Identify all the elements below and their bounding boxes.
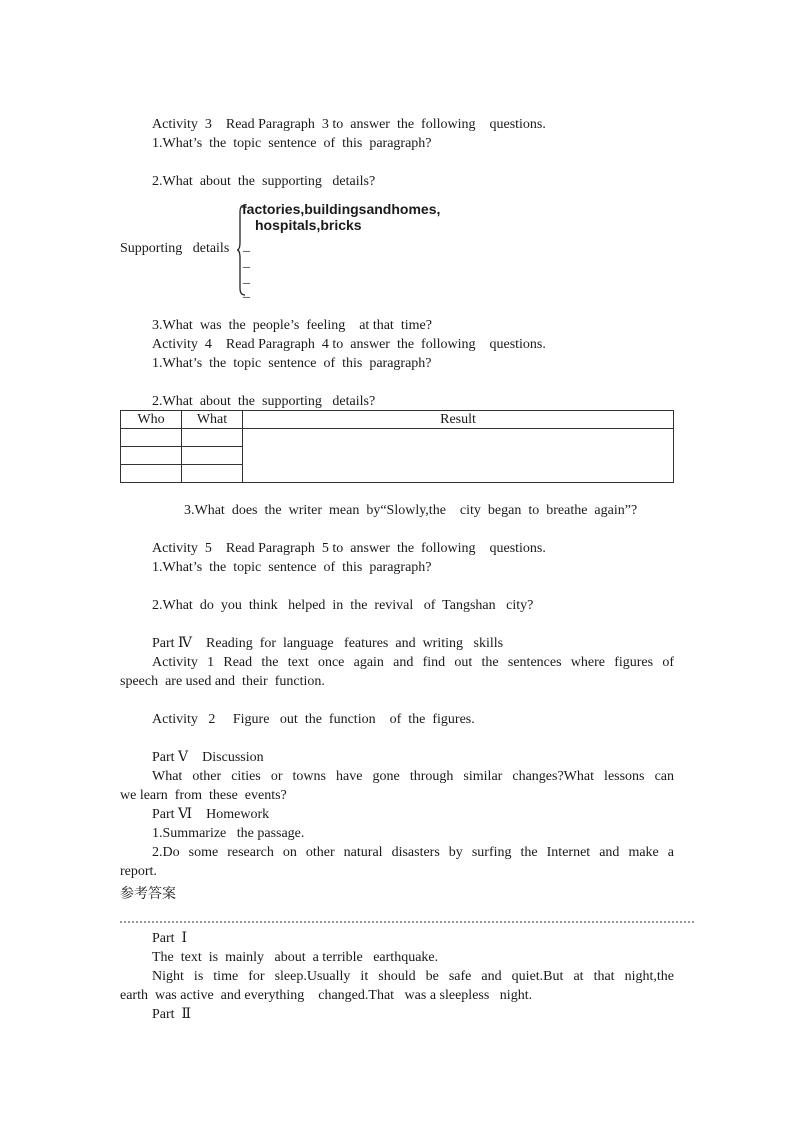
- answers-title: 参考答案: [120, 886, 176, 902]
- detail-blank-3: _: [243, 271, 250, 286]
- detail-blank-2: _: [243, 255, 250, 270]
- part4-activity1-line-2: speech are used and their function.: [120, 674, 325, 689]
- table-row: [121, 429, 674, 447]
- answers-line-1: The text is mainly about a terrible earthquake.: [152, 950, 439, 965]
- table-header-row: [121, 411, 674, 429]
- table-header-what: What: [182, 411, 243, 429]
- activity4-question-3: 3.What does the writer mean by“Slowly,the city began to breathe again”?: [184, 503, 638, 518]
- detail-blank-4: _: [243, 285, 250, 300]
- table-cell: [121, 465, 182, 483]
- part4-activity2: Activity 2 Figure out the function of the figures.: [152, 712, 475, 727]
- table-cell-result: [243, 429, 674, 483]
- part4-activity1-line-1: Activity 1 Read the text once again and find out the sentences where figures of: [152, 655, 674, 670]
- part5-line-1: What other cities or towns have gone through similar changes?What lessons can: [152, 769, 674, 784]
- part4-heading: Part Ⅳ Reading for language features and writing skills: [152, 636, 504, 651]
- activity4-heading: Activity 4 Read Paragraph 4 to answer the following questions.: [152, 337, 546, 352]
- table-header-result: Result: [243, 411, 674, 429]
- who-what-result-table: [120, 410, 674, 483]
- activity5-question-2: 2.What do you think helped in the revival of Tangshan city?: [152, 598, 534, 613]
- table-cell: [121, 447, 182, 465]
- activity4-question-1: 1.What’s the topic sentence of this paragraph?: [152, 356, 432, 371]
- table-cell: [182, 429, 243, 447]
- answers-part1-heading: Part Ⅰ: [152, 931, 188, 946]
- homework-item-2-line-2: report.: [120, 864, 157, 879]
- answers-part2-heading: Part Ⅱ: [152, 1007, 192, 1022]
- part5-line-2: we learn from these events?: [120, 788, 287, 803]
- part6-heading: Part Ⅵ Homework: [152, 807, 270, 822]
- activity3-question-2: 2.What about the supporting details?: [152, 174, 376, 189]
- answers-line-3: earth was active and everything changed.That was a sleepless night.: [120, 988, 533, 1003]
- table-header-who: Who: [121, 411, 182, 429]
- detail-blank-1: _: [243, 239, 250, 254]
- supporting-details-label: Supporting details: [120, 241, 230, 256]
- activity3-question-1: 1.What’s the topic sentence of this paragraph?: [152, 136, 432, 151]
- homework-item-2-line-1: 2.Do some research on other natural disasters by surfing the Internet and make a: [152, 845, 674, 860]
- part5-heading: Part Ⅴ Discussion: [152, 750, 264, 765]
- activity3-heading: Activity 3 Read Paragraph 3 to answer the following questions.: [152, 117, 546, 132]
- answers-line-2: Night is time for sleep.Usually it should be safe and quiet.But at that night,the: [152, 969, 674, 984]
- table-cell: [182, 465, 243, 483]
- activity5-question-1: 1.What’s the topic sentence of this paragraph?: [152, 560, 432, 575]
- table-cell: [182, 447, 243, 465]
- dotted-divider: [120, 921, 694, 923]
- supporting-detail-line-1: factories,buildingsandhomes,: [242, 201, 441, 217]
- activity3-question-3: 3.What was the people’s feeling at that time?: [152, 318, 432, 333]
- supporting-detail-line-2: hospitals,bricks: [255, 217, 362, 233]
- activity5-heading: Activity 5 Read Paragraph 5 to answer the following questions.: [152, 541, 546, 556]
- table-cell: [121, 429, 182, 447]
- homework-item-1: 1.Summarize the passage.: [152, 826, 305, 841]
- activity4-question-2: 2.What about the supporting details?: [152, 394, 376, 409]
